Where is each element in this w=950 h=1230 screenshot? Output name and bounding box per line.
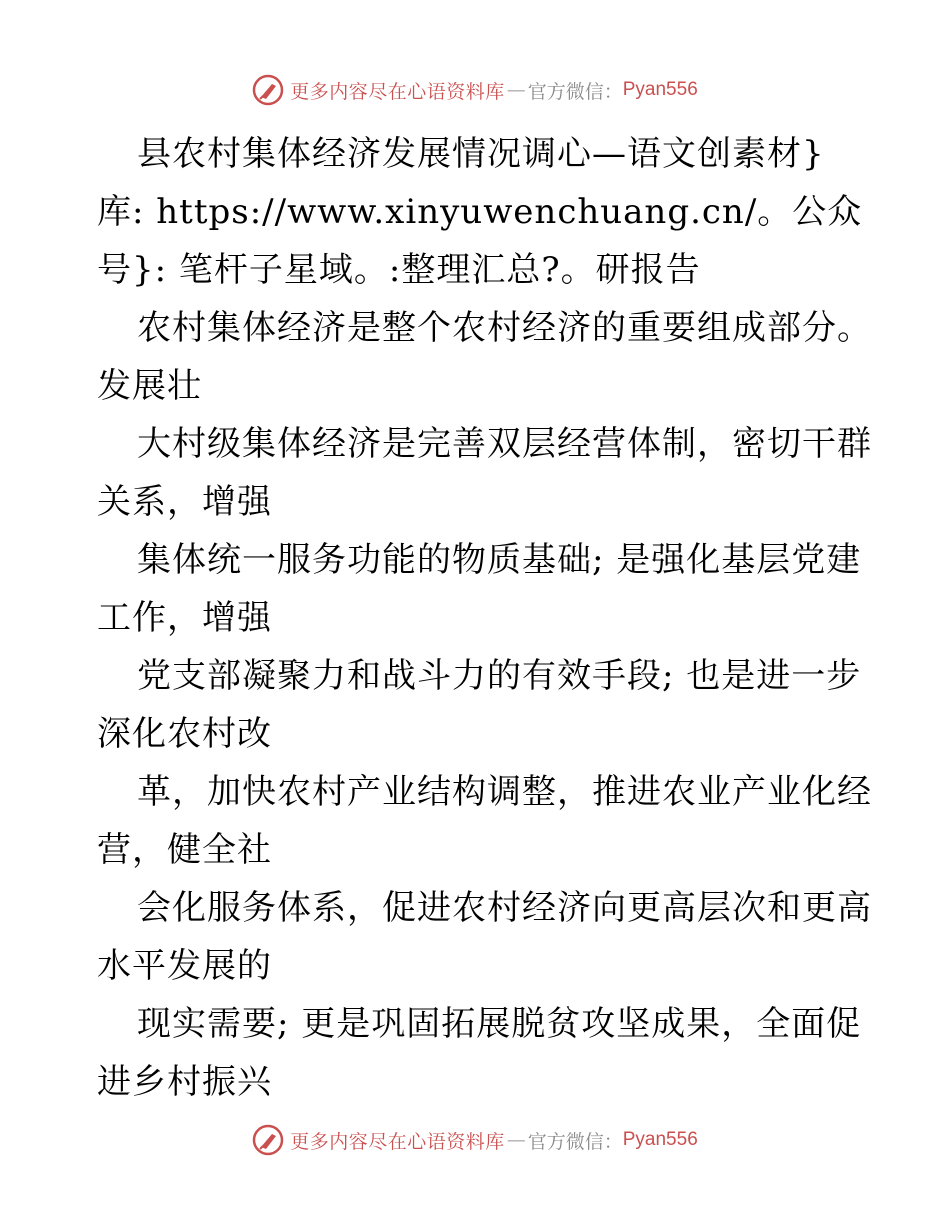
text-line: 营，健全社 bbox=[97, 830, 272, 870]
watermark-dash: — bbox=[506, 1129, 526, 1151]
text-line: 会化服务体系，促进农村经济向更高层次和更高 bbox=[137, 888, 872, 928]
watermark-main-text: 更多内容尽在心语资料库 bbox=[290, 80, 505, 103]
text-line: 县农村集体经济发展情况调心—语文创素材} bbox=[137, 134, 825, 174]
text-line: 现实需要; 更是巩固拓展脱贫攻坚成果，全面促 bbox=[137, 1004, 862, 1044]
watermark-label: 官方微信： bbox=[527, 1130, 623, 1153]
text-line: 农村集体经济是整个农村经济的重要组成部分。 bbox=[137, 308, 872, 348]
watermark-main-text: 更多内容尽在心语资料库 bbox=[290, 1130, 505, 1153]
footer-watermark bbox=[0, 1120, 950, 1160]
text-line: 党支部凝聚力和战斗力的有效手段; 也是进一步 bbox=[137, 656, 862, 696]
text-line: 革，加快农村产业结构调整，推进农业产业化经 bbox=[137, 772, 872, 812]
watermark-label: 官方微信： bbox=[527, 80, 623, 103]
text-line: 大村级集体经济是完善双层经营体制，密切干群 bbox=[137, 424, 872, 464]
pen-nib-logo-icon bbox=[252, 1124, 284, 1156]
text-line: 关系，增强 bbox=[97, 482, 272, 522]
text-line: 水平发展的 bbox=[97, 946, 272, 986]
header-watermark bbox=[0, 70, 950, 110]
watermark-dash: — bbox=[506, 79, 526, 101]
text-line: 发展壮 bbox=[97, 366, 202, 406]
text-line: 号}: 笔杆子星域。:整理汇总?。研报告 bbox=[97, 250, 701, 290]
text-line: 工作，增强 bbox=[97, 598, 272, 638]
text-line: 库: https://www.xinyuwenchuang.cn/。公众 bbox=[97, 192, 863, 232]
text-line: 深化农村改 bbox=[97, 714, 272, 754]
text-line: 进乡村振兴 bbox=[97, 1062, 272, 1102]
document-body bbox=[97, 125, 872, 1111]
text-line: 集体统一服务功能的物质基础; 是强化基层党建 bbox=[137, 540, 862, 580]
watermark-wechat-id: Pyan556 bbox=[622, 1129, 698, 1150]
pen-nib-logo-icon bbox=[252, 74, 284, 106]
watermark-wechat-id: Pyan556 bbox=[622, 79, 698, 100]
